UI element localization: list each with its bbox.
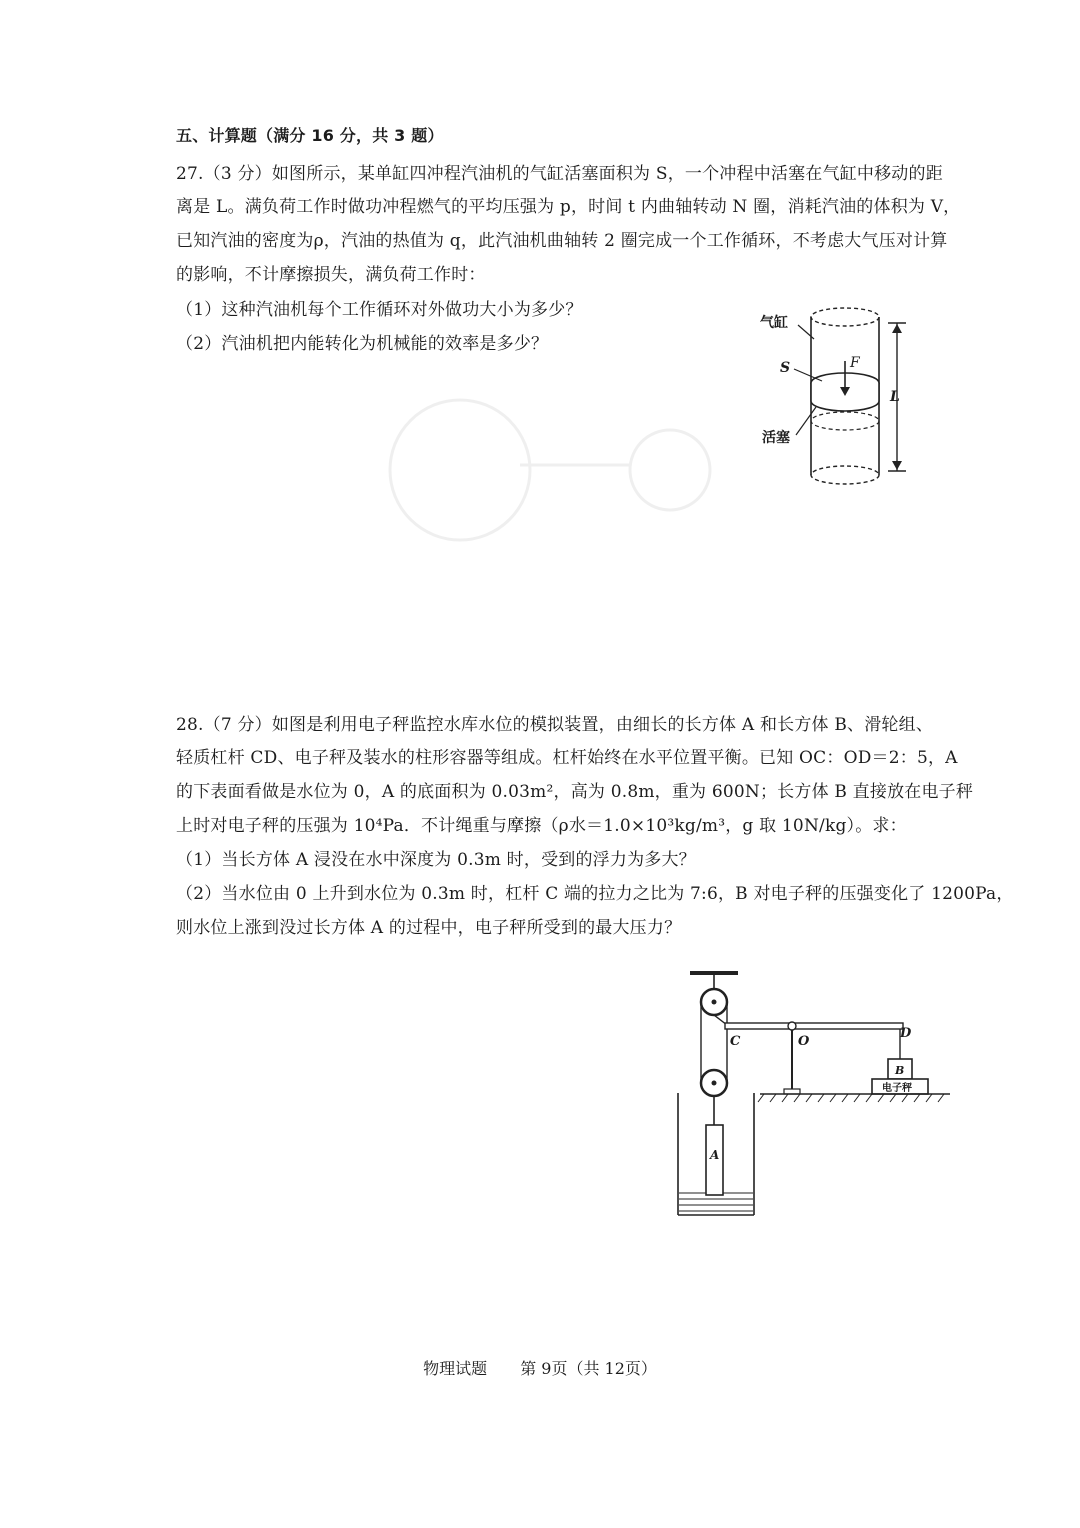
label-f: F [850,355,860,371]
footer-page-number: 第 9页（共 12页） [520,1359,657,1378]
q27-sub-question-2: （2）汽油机把内能转化为机械能的效率是多少？ [176,334,549,354]
movable-pulley-axle [712,1081,717,1086]
q28-line-4: 上时对电子秤的压强为 10⁴Pa．不计绳重与摩擦（ρ水＝1.0×10³kg/m³，g 取 10N/kg）。求： [176,816,907,836]
cylinder-piston-figure [740,295,920,500]
label-s: S [780,360,791,376]
label-l: L [890,389,900,405]
bleed-through-shadow [370,395,730,545]
label-piston: 活塞 [762,430,790,446]
q28-sub-question-1: （1）当长方体 A 浸没在水中深度为 0.3m 时，受到的浮力为多大？ [176,850,696,870]
label-b: B [895,1064,905,1077]
fixed-pulley-axle [712,1000,717,1005]
lever-cd [725,1023,903,1029]
label-cylinder: 气缸 [760,315,788,331]
q28-line-3: 的下表面看做是水位为 0，A 的底面积为 0.03m²，高为 0.8m，重为 600N；长方体 B 直接放在电子秤 [176,782,974,802]
q27-line-3: 已知汽油的密度为ρ，汽油的热值为 q，此汽油机曲轴转 2 圈完成一个工作循环，不考虑大气压对计算 [176,231,948,251]
label-o: O [798,1034,810,1049]
ground-hatching [758,1094,944,1102]
label-piston-leader [796,407,816,435]
footer-subject: 物理试题 [423,1359,488,1378]
q27-line-1: 27.（3 分）如图所示，某单缸四冲程汽油机的气缸活塞面积为 S，一个冲程中活塞在气缸中移动的距 [176,164,943,184]
cylinder-bottom-ellipse [811,466,879,484]
label-d: D [900,1026,912,1041]
cylinder-top-ellipse [811,308,879,326]
dimension-arrow-down [892,461,902,470]
q28-sub-question-2-continued: 则水位上涨到没过长方体 A 的过程中，电子秤所受到的最大压力？ [176,918,682,938]
pulley-lever-figure [660,965,960,1220]
q27-line-2: 离是 L。满负荷工作时做功冲程燃气的平均压强为 p，时间 t 内曲轴转动 N 圈，消耗汽油的体积为 V， [176,197,961,217]
fulcrum-pivot [788,1022,796,1030]
dimension-arrow-up [892,324,902,333]
label-s-leader [794,369,822,381]
q28-sub-question-2: （2）当水位由 0 上升到水位为 0.3m 时，杠杆 C 端的拉力之比为 7:6，B 对电子秤的压强变化了 1200Pa， [176,884,1014,904]
label-a: A [710,1148,720,1162]
page-footer [0,1356,1080,1379]
q28-line-2: 轻质杠杆 CD、电子秤及装水的柱形容器等组成。杠杆始终在水平位置平衡。已知 OC：OD＝2：5，A [176,748,958,768]
label-c: C [730,1034,741,1049]
piston-lower-dashed [811,412,879,430]
q27-line-4: 的影响，不计摩擦损失，满负荷工作时： [176,265,486,285]
q28-line-1: 28.（7 分）如图是利用电子秤监控水库水位的模拟装置，由细长的长方体 A 和长方体 B、滑轮组、 [176,715,934,735]
q27-sub-question-1: （1）这种汽油机每个工作循环对外做功大小为多少？ [176,300,583,320]
label-scale: 电子秤 [882,1083,912,1094]
section-title: 五、计算题（满分 16 分，共 3 题） [176,126,444,145]
